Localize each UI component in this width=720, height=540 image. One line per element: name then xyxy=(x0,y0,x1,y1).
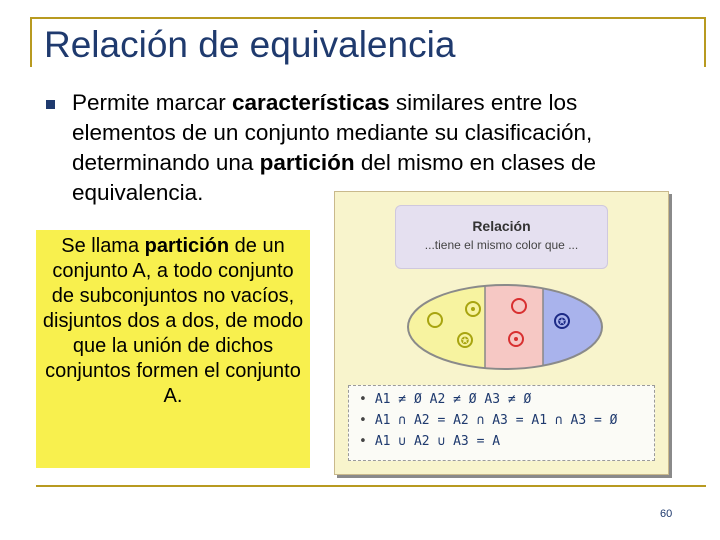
svg-text:✪: ✪ xyxy=(557,317,567,328)
region-a2 xyxy=(485,282,543,372)
callout-text-part: Se llama xyxy=(61,235,145,257)
relation-text: ...tiene el mismo color que ... xyxy=(424,238,579,252)
property-line xyxy=(359,413,617,428)
bullet-text-part: similares entre los elementos de un conjunto mediante su clasificación, determinando una xyxy=(72,90,593,175)
partition-ellipse-diagram xyxy=(405,282,605,372)
bullet-text xyxy=(72,88,682,208)
bullet-bold-particion: partición xyxy=(259,150,355,175)
bullet-dot-icon: • xyxy=(359,434,367,449)
property-nonempty: A1 ≠ Ø A2 ≠ Ø A3 ≠ Ø xyxy=(374,392,532,407)
page-number: 60 xyxy=(660,508,673,520)
partition-properties-box xyxy=(348,385,655,461)
bullet-dot-icon: • xyxy=(359,392,367,407)
region-a1 xyxy=(405,282,485,372)
frame-left-rule xyxy=(30,17,32,67)
relation-title: Relación xyxy=(472,218,531,234)
definition-callout xyxy=(36,230,310,468)
svg-text:✪: ✪ xyxy=(460,336,470,347)
bullet-text-part: del mismo en clases de equivalencia. xyxy=(72,150,597,205)
property-line xyxy=(359,392,531,407)
frame-top-rule xyxy=(30,17,705,19)
frame-right-rule xyxy=(704,17,706,67)
property-line xyxy=(359,434,500,449)
slide-title: Relación de equivalencia xyxy=(44,24,456,65)
relation-box xyxy=(395,205,608,269)
bullet-bold-caracteristicas: características xyxy=(232,90,390,115)
bullet-text-part: Permite marcar xyxy=(72,90,233,115)
bullet-square-icon xyxy=(46,100,55,109)
region-a3 xyxy=(543,282,605,372)
callout-text-part: de un conjunto A, a todo conjunto de subconjuntos no vacíos, disjuntos dos a dos, de modo que la unión de dichos conjuntos formen el conjunto A. xyxy=(42,235,304,407)
callout-bold-particion: partición xyxy=(144,235,230,257)
partition-figure xyxy=(334,191,669,475)
property-union: A1 ∪ A2 ∪ A3 = A xyxy=(374,434,501,449)
property-disjoint: A1 ∩ A2 = A2 ∩ A3 = A1 ∩ A3 = Ø xyxy=(374,413,618,428)
footer-rule xyxy=(36,485,706,487)
bullet-dot-icon: • xyxy=(359,413,367,428)
